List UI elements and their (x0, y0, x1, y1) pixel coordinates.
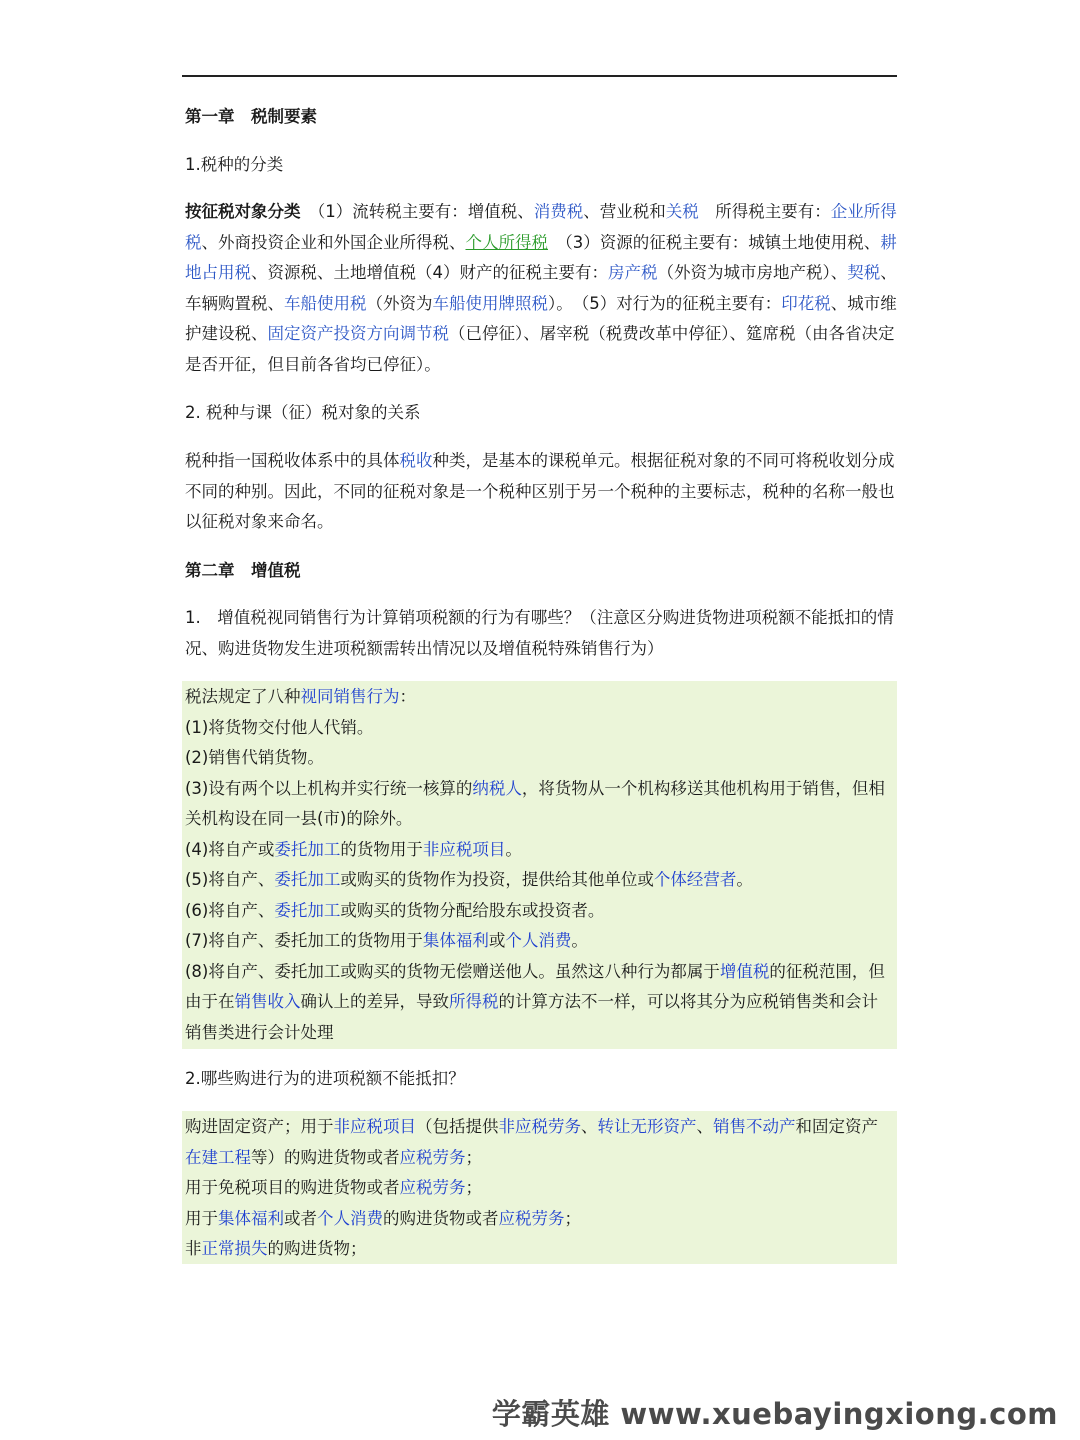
answer1-item-7: (7)将自产、委托加工的货物用于集体福利或个人消费。 (185, 931, 588, 950)
link-zhuanrang-wuxing-zichan[interactable]: 转让无形资产 (597, 1117, 697, 1136)
link-yingshui-laowu[interactable]: 应税劳务 (399, 1178, 466, 1197)
link-weituo-jiagong[interactable]: 委托加工 (274, 900, 341, 920)
link-yingshui-laowu[interactable]: 应税劳务 (399, 1147, 466, 1167)
answer1-item-3: (3)设有两个以上机构并实行统一核算的纳税人，将货物从一个机构移送其他机构用于销售，但相关机构设在同一县(市)的除外。 (185, 778, 885, 828)
answer2-content (185, 1112, 893, 1265)
chapter2-title: 第二章 增值税 (185, 561, 301, 580)
link-zhengchang-sunshi[interactable]: 正常损失 (201, 1239, 268, 1258)
link-gengdi-zhanyongshui[interactable]: 耕地占用税 (185, 232, 897, 282)
chapter1-title: 第一章 税制要素 (185, 107, 317, 126)
link-yinhuashui[interactable]: 印花税 (781, 293, 831, 313)
answer1-item-6: (6)将自产、委托加工或购买的货物分配给股东或投资者。 (185, 900, 605, 920)
link-zaijian-gongcheng[interactable]: 在建工程 (185, 1147, 251, 1167)
link-jiti-fuli[interactable]: 集体福利 (218, 1208, 284, 1228)
link-zengzhishui[interactable]: 增值税 (719, 961, 770, 981)
answer2-item-a: 购进固定资产；用于非应税项目（包括提供非应税劳务、转让无形资产、销售不动产和固定资产在建工程等）的购进货物或者应税劳务； (185, 1117, 878, 1167)
link-chechuan-paizhaoshui[interactable]: 车船使用牌照税 (432, 293, 548, 313)
link-qishui[interactable]: 契税 (847, 263, 881, 282)
answer2-item-b: 用于免税项目的购进货物或者应税劳务； (185, 1178, 482, 1197)
link-geren-xiaofei[interactable]: 个人消费 (505, 931, 572, 950)
link-jiti-fuli[interactable]: 集体福利 (422, 931, 489, 950)
link-geti-jingyingzhe[interactable]: 个体经营者 (653, 870, 737, 889)
link-fei-yingshui-xiangmu[interactable]: 非应税项目 (422, 839, 506, 859)
answer2-item-d: 非正常损失的购进货物； (185, 1239, 367, 1258)
answer1-content (185, 682, 893, 1048)
link-geren-suodeshui[interactable]: 个人所得税 (465, 232, 548, 252)
link-shitong-xiaoshou[interactable]: 视同销售行为 (300, 687, 400, 706)
link-suodeshui[interactable]: 所得税 (449, 992, 499, 1011)
section2-title: 2. 税种与课（征）税对象的关系 (185, 403, 421, 422)
header-rule (182, 75, 897, 77)
link-weituo-jiagong[interactable]: 委托加工 (274, 870, 341, 889)
answer1-intro: 税法规定了八种视同销售行为： (185, 687, 416, 706)
link-geren-xiaofei[interactable]: 个人消费 (317, 1208, 383, 1228)
link-yingshui-laowu[interactable]: 应税劳务 (498, 1208, 565, 1228)
answer1-item-5: (5)将自产、委托加工或购买的货物作为投资，提供给其他单位或个体经营者。 (185, 870, 753, 889)
answer1-item-1: (1)将货物交付他人代销。 (185, 717, 374, 737)
link-xiaoshou-shouru[interactable]: 销售收入 (234, 992, 301, 1011)
answer2-item-c: 用于集体福利或者个人消费的购进货物或者应税劳务； (185, 1208, 581, 1228)
site-watermark: 学霸英雄 www.xuebayingxiong.com (491, 1397, 1058, 1431)
link-nashuiren[interactable]: 纳税人 (472, 778, 522, 798)
link-fei-yingshui-laowu[interactable]: 非应税劳务 (498, 1117, 581, 1136)
link-shuishou[interactable]: 税收 (399, 451, 433, 470)
link-chechuan-shiyongshui[interactable]: 车船使用税 (284, 293, 367, 313)
question1: 1. 增值税视同销售行为计算销项税额的行为有哪些？（注意区分购进货物进项税额不能抵扣的情况、购进货物发生进项税额需转出情况以及增值税特殊销售行为） (185, 608, 894, 658)
link-xiaofeishui[interactable]: 消费税 (533, 202, 584, 221)
link-xiaoshou-budongchan[interactable]: 销售不动产 (713, 1117, 796, 1136)
link-qiye-suodeshui[interactable]: 企业所得税 (185, 202, 897, 252)
link-fangchanshui[interactable]: 房产税 (608, 263, 658, 282)
lead-term: 按征税对象分类 (185, 202, 301, 221)
answer1-box (182, 681, 897, 1049)
answer1-item-4: (4)将自产或委托加工的货物用于非应税项目。 (185, 839, 522, 859)
answer1-item-8: (8)将自产、委托加工或购买的货物无偿赠送他人。虽然这八种行为都属于增值税的征税范围，但由于在销售收入确认上的差异，导致所得税的计算方法不一样，可以将其分为应税销售类和会计销售类进行会计处理 (185, 961, 885, 1042)
tax-object-paragraph: 税种指一国税收体系中的具体税收种类，是基本的课税单元。根据征税对象的不同可将税收划分成不同的种别。因此，不同的征税对象是一个税种区别于另一个税种的主要标志，税种的名称一般也以征税对象来命名。 (185, 451, 895, 531)
answer1-item-2: (2)销售代销货物。 (185, 748, 324, 767)
link-guanshui[interactable]: 关税 (665, 202, 699, 221)
answer2-box (182, 1111, 897, 1264)
link-weituo-jiagong[interactable]: 委托加工 (274, 839, 341, 859)
section1-title: 1.税种的分类 (185, 155, 284, 174)
question2: 2.哪些购进行为的进项税额不能抵扣？ (185, 1069, 465, 1088)
link-fei-yingshui-xiangmu[interactable]: 非应税项目 (333, 1117, 416, 1136)
tax-classification-paragraph: 按征税对象分类 （1）流转税主要有：增值税、消费税、营业税和关税 所得税主要有：企业所得税、外商投资企业和外国企业所得税、个人所得税 （3）资源的征税主要有：城镇土地使用税、耕地占用税、资源税、土地增值税（4）财产的征税主要有：房产税（外资为城市房地产税）、契税、车辆购置税、车船使用税（外资为车船使用牌照税）。 （5）对行为的征税主要有：印花税、城市维护建设税、固定资产投资方向调节税（已停征）、屠宰税（税费改革中停征）、筵席税（由各省决定是否开征，但目前各省均已停征）。 (185, 202, 897, 374)
link-touzi-tiaojieshui[interactable]: 固定资产投资方向调节税 (267, 324, 449, 343)
